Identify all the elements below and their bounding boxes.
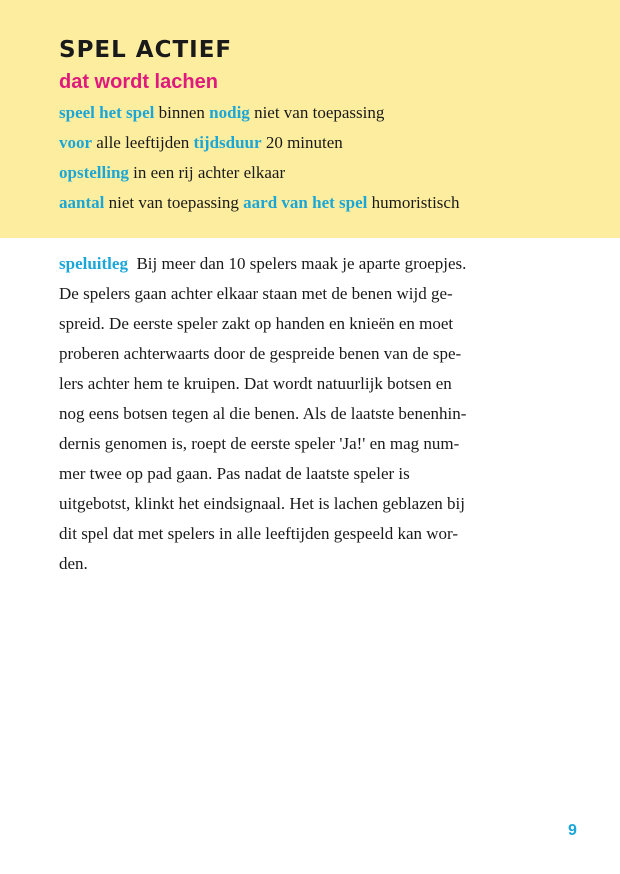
explanation-line: De spelers gaan achter elkaar staan met de benen wijd ge-	[59, 284, 453, 303]
game-subtitle: dat wordt lachen	[59, 71, 218, 93]
page-number: 9	[568, 822, 577, 839]
meta-line-play	[59, 102, 384, 124]
explanation-line: nog eens botsen tegen al die benen. Als de laatste benenhin-	[59, 404, 467, 423]
meta-value-play: binnen	[158, 103, 205, 122]
meta-label-setup: opstelling	[59, 163, 129, 182]
meta-label-age: voor	[59, 133, 93, 152]
explanation-text: Bij meer dan 10 spelers maak je aparte groepjes.	[136, 254, 467, 273]
explanation-label: speluitleg	[59, 254, 128, 273]
explanation-line: mer twee op pad gaan. Pas nadat de laatste speler is	[59, 464, 410, 483]
explanation-line	[59, 249, 552, 279]
meta-value-needed: niet van toepassing	[254, 103, 385, 122]
game-explanation	[59, 249, 552, 579]
explanation-line: spreid. De eerste speler zakt op handen en knieën en moet	[59, 314, 454, 333]
explanation-line: dernis genomen is, roept de eerste speler 'Ja!' en mag num-	[59, 434, 460, 453]
meta-value-type: humoristisch	[371, 193, 460, 212]
explanation-line: den.	[59, 554, 88, 573]
meta-line-setup	[59, 162, 285, 184]
meta-line-age	[59, 132, 343, 154]
explanation-line: uitgebotst, klinkt het eindsignaal. Het is lachen geblazen bij	[59, 494, 466, 513]
meta-value-age: alle leeftijden	[96, 133, 190, 152]
meta-value-setup: in een rij achter elkaar	[133, 163, 286, 182]
meta-value-count: niet van toepassing	[108, 193, 239, 212]
explanation-line: lers achter hem te kruipen. Dat wordt natuurlijk botsen en	[59, 374, 452, 393]
meta-value-duration: 20 minuten	[265, 133, 343, 152]
meta-line-count	[59, 192, 459, 214]
meta-label-duration: tijdsduur	[193, 133, 262, 152]
header-panel	[0, 0, 620, 238]
explanation-line: dit spel dat met spelers in alle leeftijden gespeeld kan wor-	[59, 524, 459, 543]
meta-label-needed: nodig	[209, 103, 250, 122]
explanation-line: proberen achterwaarts door de gespreide benen van de spe-	[59, 344, 462, 363]
meta-label-count: aantal	[59, 193, 105, 212]
game-title: SPEL ACTIEF	[59, 37, 233, 63]
meta-label-type: aard van het spel	[243, 193, 368, 212]
meta-label-play: speel het spel	[59, 103, 155, 122]
